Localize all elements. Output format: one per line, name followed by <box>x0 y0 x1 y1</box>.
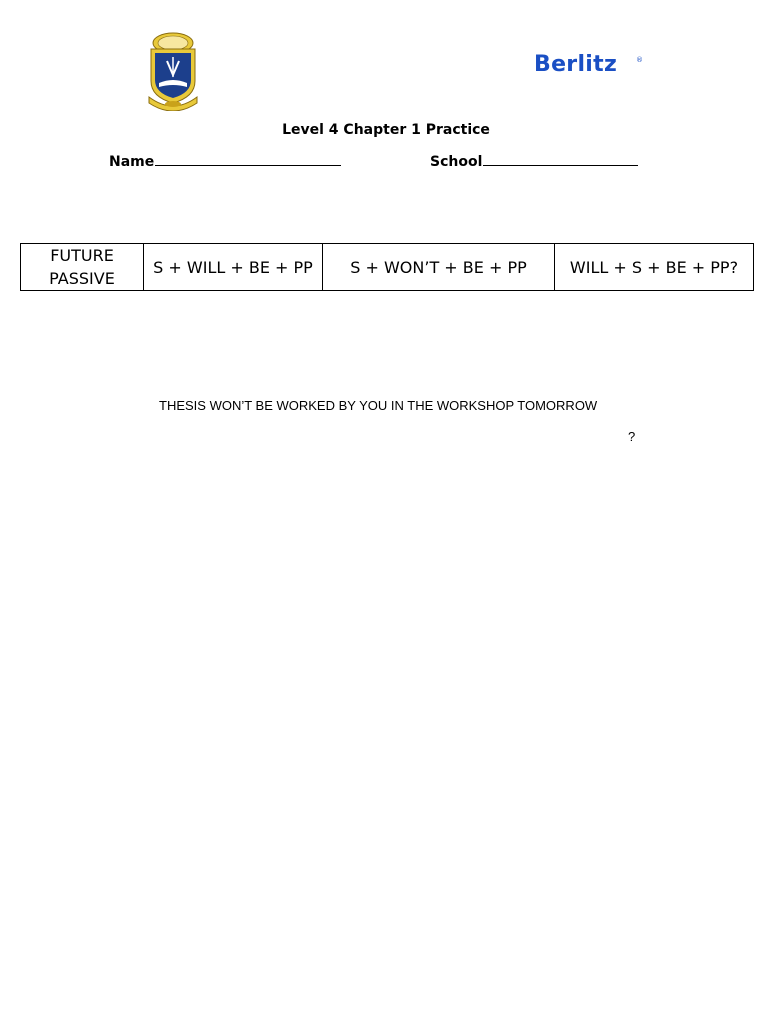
brand-logo: Berlitz <box>534 52 618 77</box>
negative-cell: S + WON’T + BE + PP <box>323 244 555 291</box>
exercise-sentence: THESIS WON’T BE WORKED BY YOU IN THE WORKSHOP TOMORROW <box>159 398 598 413</box>
school-blank-line[interactable] <box>483 151 638 166</box>
tense-cell: FUTURE PASSIVE <box>21 244 144 291</box>
name-field <box>109 151 341 170</box>
question-cell: WILL + S + BE + PP? <box>555 244 754 291</box>
registered-mark: ® <box>636 56 643 64</box>
name-label: Name <box>109 154 155 170</box>
school-crest-icon <box>143 31 203 111</box>
page-title: Level 4 Chapter 1 Practice <box>282 122 490 138</box>
school-label: School <box>430 154 483 170</box>
name-blank-line[interactable] <box>155 151 341 166</box>
formula-table <box>20 243 754 291</box>
school-field <box>430 151 638 170</box>
table-row <box>21 244 754 291</box>
question-mark: ? <box>628 429 636 444</box>
affirmative-cell: S + WILL + BE + PP <box>144 244 323 291</box>
